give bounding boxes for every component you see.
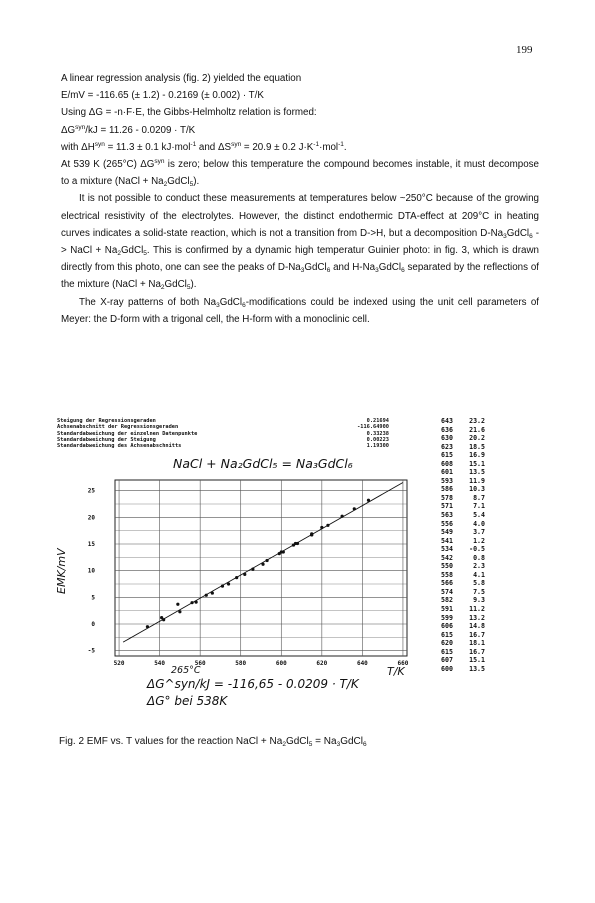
table-cell-emf: 2.3 — [473, 562, 485, 571]
table-cell-temperature: 556 — [441, 519, 453, 528]
data-point — [162, 618, 165, 621]
table-cell-emf: 7.1 — [473, 502, 485, 511]
data-point — [265, 559, 268, 562]
paragraph-decomposition: It is not possible to conduct these measurements at temperatures below ~250°C because of the growing electrical resistivity of the electrolytes. However, the distinct endothermic DTA-effect at 209°C in heating curves indicates a solid-state reaction, which is not a transition from D->H, but a decomposition $D-Na_3GdCl_6$ -> NaCl + $Na_2GdCl_5$. This is confirmed by a dynamic high temperatur Guinier photo: in fig. 3, which is drawn directly from this photo, one can see the peaks of $D-Na_3GdCl_6$ and $H-Na_3GdCl_6$ separated by the reflections of the mixture (NaCl + $Na_2GdCl_5$). — [61, 193, 539, 292]
figure-caption: Fig. 2 EMF vs. T values for the reaction NaCl + $Na_2GdCl_5$ = $Na_3GdCl_6$ — [59, 736, 367, 748]
table-cell-emf: 10.3 — [469, 485, 485, 494]
table-cell-temperature: 636 — [441, 425, 453, 434]
table-row — [441, 596, 531, 605]
table-row — [441, 520, 531, 529]
table-row — [441, 562, 531, 571]
x-tick-label: 620 — [316, 660, 328, 667]
table-cell-temperature: 541 — [441, 536, 453, 545]
stat-value: 0.33238 — [366, 430, 389, 437]
data-point — [178, 610, 181, 613]
data-table — [441, 417, 531, 673]
table-cell-temperature: 606 — [441, 622, 453, 631]
figure-emf-plot — [57, 412, 547, 708]
table-cell-temperature: 615 — [441, 451, 453, 460]
y-tick-label: 25 — [87, 487, 95, 495]
table-cell-temperature: 549 — [441, 528, 453, 537]
table-row — [441, 451, 531, 460]
table-cell-temperature: 607 — [441, 656, 453, 665]
y-tick-label: -5 — [87, 647, 95, 655]
table-cell-emf: 14.8 — [469, 622, 485, 631]
table-cell-temperature: 593 — [441, 476, 453, 485]
table-row — [441, 443, 531, 452]
paragraph-regression: A linear regression analysis (fig. 2) yielded the equation — [61, 73, 302, 84]
table-cell-emf: 9.3 — [473, 596, 485, 605]
plot-area — [57, 412, 417, 708]
x-axis-label: T/K — [387, 665, 405, 678]
table-cell-emf: 5.4 — [473, 511, 485, 520]
table-cell-emf: 16.7 — [469, 630, 485, 639]
table-row — [441, 537, 531, 546]
table-cell-temperature: 550 — [441, 562, 453, 571]
data-point — [367, 499, 370, 502]
table-cell-emf: 20.2 — [469, 434, 485, 443]
table-cell-emf: 15.1 — [469, 459, 485, 468]
body-text — [61, 70, 539, 328]
table-row — [441, 614, 531, 623]
data-point — [227, 582, 230, 585]
annotation-gibbs-equation: ΔG^syn/kJ = -116,65 - 0.0209 · T/K — [147, 677, 359, 691]
table-cell-emf: 8.7 — [473, 493, 485, 502]
table-cell-temperature: 542 — [441, 553, 453, 562]
stat-label: Standardabweichung der einzelnen Datenpunkte — [57, 430, 198, 437]
table-row — [441, 417, 531, 426]
table-cell-emf: 5.8 — [473, 579, 485, 588]
y-tick-label: 5 — [91, 594, 95, 602]
y-tick-label: 15 — [87, 541, 95, 548]
equation-gibbs: $\Delta G^{syn}/kJ = 11.26 - 0.0209 \cdot T/K$ — [61, 123, 196, 136]
annotation-temperature: 265°C — [171, 665, 201, 676]
x-tick-label: 560 — [194, 660, 206, 667]
table-cell-emf: 3.7 — [473, 528, 485, 537]
data-point — [235, 576, 238, 579]
table-cell-temperature: 591 — [441, 605, 453, 614]
x-tick-label: 580 — [235, 660, 247, 667]
table-cell-temperature: 571 — [441, 502, 453, 511]
table-cell-temperature: 615 — [441, 630, 453, 639]
table-cell-temperature: 566 — [441, 579, 453, 588]
data-point — [195, 601, 198, 604]
data-point — [310, 533, 313, 536]
table-row — [441, 434, 531, 443]
data-point — [221, 585, 224, 588]
x-tick-label: 600 — [275, 660, 287, 667]
x-tick-label: 520 — [113, 660, 125, 667]
table-cell-temperature: 578 — [441, 493, 453, 502]
table-cell-temperature: 630 — [441, 434, 453, 443]
table-cell-emf: 7.5 — [473, 587, 485, 596]
table-cell-temperature: 623 — [441, 442, 453, 451]
data-point — [190, 601, 193, 604]
table-row — [441, 460, 531, 469]
x-tick-label: 640 — [356, 660, 368, 667]
table-row — [441, 579, 531, 588]
table-cell-temperature: 563 — [441, 511, 453, 520]
table-row — [441, 545, 531, 554]
table-row — [441, 631, 531, 640]
table-cell-temperature: 574 — [441, 587, 453, 596]
paragraph-enthalpy-entropy: with $\Delta H^{syn} = 11.3 \pm 0.1$ kJ·mol$^{-1}$ and $\Delta S^{syn} = 20.9 \pm 0.2$ $J\cdot K^{-1}\cdot mol^{-1}$. — [61, 140, 347, 153]
table-cell-emf: 1.2 — [473, 536, 485, 545]
table-cell-emf: 4.1 — [473, 570, 485, 579]
table-row — [441, 622, 531, 631]
table-cell-emf: 11.9 — [469, 476, 485, 485]
table-cell-emf: 18.5 — [469, 442, 485, 451]
table-row — [441, 494, 531, 503]
data-point — [326, 524, 329, 527]
regression-line — [123, 482, 403, 642]
stat-label: Achsenabschnitt der Regressionsgeraden — [57, 424, 179, 431]
stat-value: 1.19300 — [366, 443, 389, 450]
table-row — [441, 511, 531, 520]
table-row — [441, 665, 531, 674]
table-cell-emf: 15.1 — [469, 656, 485, 665]
x-tick-label: 540 — [154, 660, 166, 667]
table-row — [441, 588, 531, 597]
data-point — [251, 567, 254, 570]
data-point — [146, 625, 149, 628]
table-row — [441, 648, 531, 657]
x-tick-label: 660 — [397, 660, 409, 667]
data-point — [261, 563, 264, 566]
table-cell-emf: 13.5 — [469, 468, 485, 477]
table-row — [441, 639, 531, 648]
stat-value: 0.00223 — [366, 436, 389, 443]
table-cell-temperature: 534 — [441, 545, 453, 554]
annotation-dg0: ΔG° bei 538K — [147, 694, 228, 708]
table-cell-emf: -0.5 — [469, 545, 485, 554]
y-tick-label: 0 — [91, 621, 95, 628]
table-cell-emf: 21.6 — [469, 425, 485, 434]
table-cell-emf: 11.2 — [469, 605, 485, 614]
table-row — [441, 468, 531, 477]
table-cell-temperature: 601 — [441, 468, 453, 477]
stat-value: -116.64900 — [357, 424, 389, 431]
equation-emf: E/mV = -116.65 (± 1.2) - 0.2169 (± 0.002) · T/K — [61, 90, 264, 102]
table-cell-temperature: 620 — [441, 639, 453, 648]
table-cell-emf: 13.5 — [469, 664, 485, 673]
table-cell-emf: 16.7 — [469, 647, 485, 656]
table-cell-emf: 18.1 — [469, 639, 485, 648]
table-cell-emf: 16.9 — [469, 451, 485, 460]
data-point — [341, 515, 344, 518]
table-row — [441, 571, 531, 580]
stat-label: Steigung der Regressionsgeraden — [57, 418, 156, 424]
stat-label: Standardabweichung des Achsenabschnitts — [57, 443, 182, 450]
data-point — [243, 573, 246, 576]
paragraph-xray: The X-ray patterns of both $Na_3GdCl_6$-modifications could be indexed using the unit cell parameters of Meyer: the D-form with a trigonal cell, the H-form with a monoclinic cell. — [61, 296, 539, 325]
page-number: 199 — [516, 44, 533, 56]
paragraph-zero-point: At 539 K (265°C) $\Delta G^{syn}$ is zero; below this temperature the compound becomes instable, it must decompose to a mixture (NaCl + $Na_2GdCl_5$). — [61, 158, 539, 189]
y-axis-label: EMK/mV — [55, 548, 68, 594]
table-row — [441, 554, 531, 563]
table-cell-temperature: 615 — [441, 647, 453, 656]
plot-frame — [115, 480, 407, 656]
data-point — [205, 594, 208, 597]
y-tick-label: 10 — [87, 567, 95, 575]
table-cell-temperature: 608 — [441, 459, 453, 468]
data-point — [280, 550, 283, 553]
data-point — [211, 591, 214, 594]
data-point — [320, 526, 323, 529]
table-row — [441, 477, 531, 486]
table-cell-temperature: 586 — [441, 485, 453, 494]
table-row — [441, 656, 531, 665]
table-cell-emf: 0.8 — [473, 553, 485, 562]
stat-value: 0.21694 — [366, 418, 389, 424]
table-cell-temperature: 599 — [441, 613, 453, 622]
chart-title: NaCl + Na₂GdCl₅ = Na₃GdCl₆ — [173, 456, 353, 471]
table-cell-emf: 23.2 — [469, 417, 485, 425]
table-cell-emf: 13.2 — [469, 613, 485, 622]
stat-label: Standardabweichung der Steigung — [57, 436, 156, 443]
paragraph-gibbs: Using ΔG = -n·F·E, the Gibbs-Helmholtz relation is formed: — [61, 107, 317, 119]
table-row — [441, 605, 531, 614]
data-point — [353, 507, 356, 510]
y-tick-label: 20 — [87, 514, 95, 522]
table-cell-emf: 4.0 — [473, 519, 485, 528]
table-cell-temperature: 558 — [441, 570, 453, 579]
table-row — [441, 485, 531, 494]
table-cell-temperature: 582 — [441, 596, 453, 605]
table-row — [441, 528, 531, 537]
table-row — [441, 502, 531, 511]
table-row — [441, 426, 531, 435]
data-point — [176, 603, 179, 606]
table-cell-temperature: 600 — [441, 664, 453, 673]
data-point — [294, 542, 297, 545]
table-cell-temperature: 643 — [441, 417, 453, 425]
